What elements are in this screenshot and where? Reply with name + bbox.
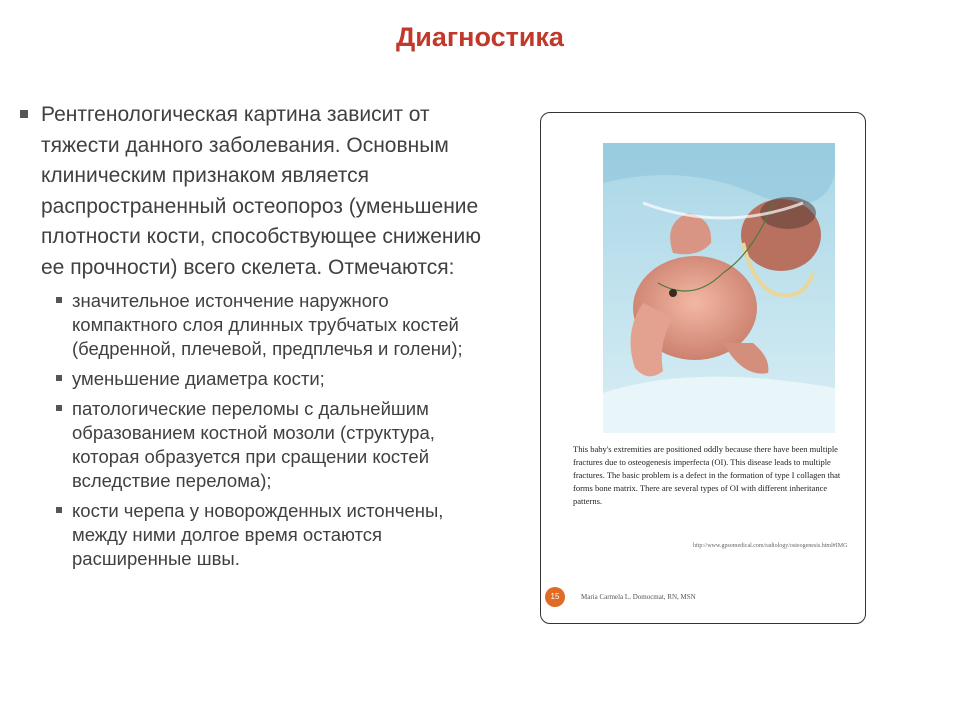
page-number-badge: 15	[545, 587, 565, 607]
slide-title: Диагностика	[396, 22, 564, 52]
newborn-illustration	[603, 143, 835, 433]
sub-list	[56, 289, 490, 571]
intro-text: Рентгенологическая картина зависит от тяжести данного заболевания. Основным клиническим признаком является распространенный остеопороз (уменьшение плотности кости, способствующее снижению ее прочности) всего скелета. Отмечаются:	[41, 103, 481, 279]
square-bullet-icon	[56, 375, 62, 381]
newborn-photo	[603, 143, 835, 433]
sub-item-text: кости черепа у новорожденных истончены, между ними долгое время остаются расширенные швы.	[72, 500, 444, 569]
figure-caption: This baby's extremities are positioned oddly because there have been multiple fractures due to osteogenesis imperfecta (OI). This disease leads to multiple fractures. The basic problem is a defect in the formation of type I collagen that forms bone matrix. There are several types of OI with different inheritance patterns.	[573, 444, 841, 506]
sub-list-item	[56, 367, 490, 391]
sub-item-text: уменьшение диаметра кости;	[72, 368, 325, 389]
square-bullet-icon	[20, 110, 28, 118]
square-bullet-icon	[56, 297, 62, 303]
square-bullet-icon	[56, 507, 62, 513]
body-content	[20, 100, 490, 577]
sub-list-item	[56, 289, 490, 361]
intro-paragraph	[20, 100, 490, 283]
figure-author: Maria Carmela L. Domocmat, RN, MSN	[581, 593, 696, 601]
sub-list-item	[56, 397, 490, 493]
sub-item-text: значительное истончение наружного компактного слоя длинных трубчатых костей (бедренной, плечевой, предплечья и голени);	[72, 290, 463, 359]
sub-item-text: патологические переломы с дальнейшим образованием костной мозоли (структура, которая образуется при сращении костей вследствие перелома);	[72, 398, 435, 491]
sub-list-item	[56, 499, 490, 571]
figure-frame	[540, 112, 866, 624]
square-bullet-icon	[56, 405, 62, 411]
figure-source-link[interactable]: http://www.gpsomedical.com/radiology/osteogenesis.html#IMG	[693, 543, 848, 549]
